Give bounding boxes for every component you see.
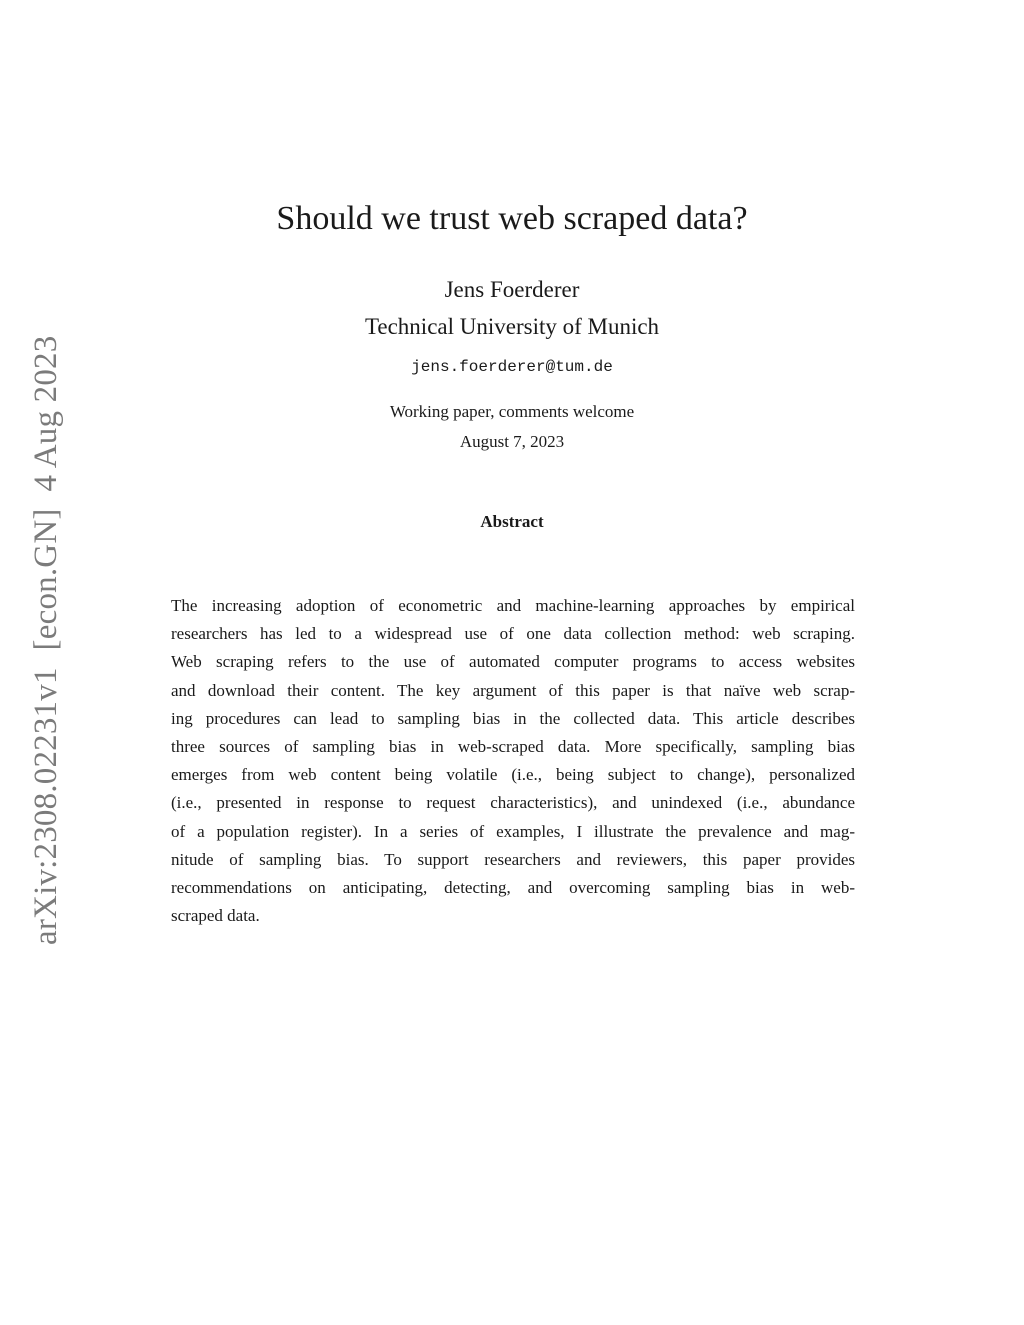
abstract-line: The increasing adoption of econometric and machine-learning approaches by empirical (171, 596, 855, 615)
abstract-line: three sources of sampling bias in web-scraped data. More specifically, sampling bias (171, 736, 855, 756)
abstract-line: nitude of sampling bias. To support researchers and reviewers, this paper provides (171, 849, 855, 869)
abstract-line: scraped data. (171, 906, 260, 926)
abstract-line: emerges from web content being volatile (i.e., being subject to change), personalized (171, 765, 855, 785)
abstract-line: Web scraping refers to the use of automated computer programs to access websites (171, 652, 855, 672)
arxiv-identifier-stamp: arXiv:2308.02231v1 [econ.GN] 4 Aug 2023 (28, 335, 64, 945)
abstract-line: of a population register). In a series of examples, I illustrate the prevalence and mag- (171, 821, 855, 841)
abstract-line: ing procedures can lead to sampling bias in the collected data. This article describes (171, 708, 855, 728)
abstract-line: and download their content. The key argument of this paper is that naïve web scrap- (171, 680, 855, 700)
abstract-line: researchers has led to a widespread use of one data collection method: web scraping. (171, 624, 855, 644)
author-affiliation: Technical University of Munich (364, 314, 660, 339)
abstract-body (171, 592, 855, 930)
author-email[interactable]: jens.foerderer@tum.de (411, 358, 613, 376)
paper-title: Should we trust web scraped data? (276, 200, 748, 237)
abstract-line: (i.e., presented in response to request characteristics), and unindexed (i.e., abundance (171, 793, 855, 813)
paper-status: Working paper, comments welcome (389, 402, 635, 421)
author-name: Jens Foerderer (444, 277, 580, 302)
abstract-heading: Abstract (480, 512, 544, 531)
abstract-line: recommendations on anticipating, detecting, and overcoming sampling bias in web- (171, 877, 855, 897)
paper-date: August 7, 2023 (459, 432, 565, 451)
